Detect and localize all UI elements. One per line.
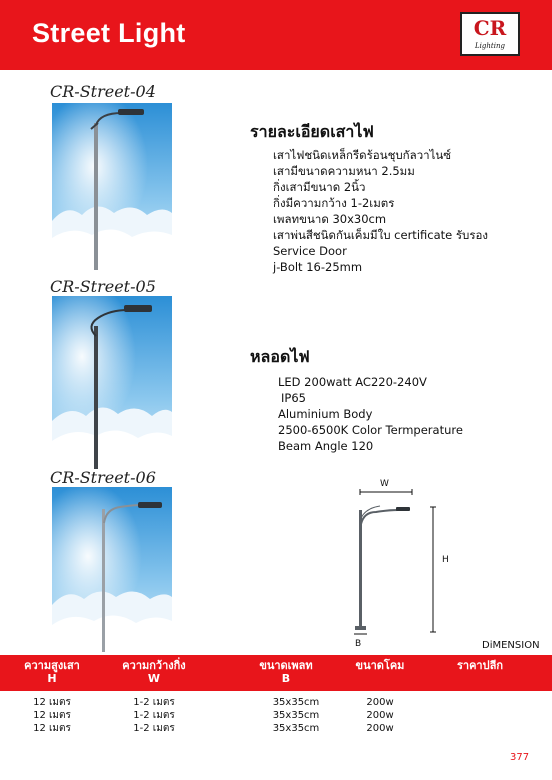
table-cell: 35x35cm xyxy=(272,723,320,734)
pole-detail-item: เพลทขนาด 30x30cm xyxy=(273,212,387,226)
lamp-detail-item: Aluminium Body xyxy=(278,407,373,421)
product-photo-04 xyxy=(52,103,172,270)
table-cell: 200w xyxy=(366,697,394,708)
pole-details-list xyxy=(273,147,488,275)
pole-detail-item: j-Bolt 16-25mm xyxy=(273,260,363,274)
table-body xyxy=(0,696,552,735)
lamp-detail-item: 2500-6500K Color Termperature xyxy=(278,423,463,437)
product-photo-05 xyxy=(52,296,172,469)
model-label-05: CR-Street-05 xyxy=(50,277,156,296)
pole-detail-item: เสาพ่นสีชนิดกันเค็มมีใบ certificate รับรอง xyxy=(273,228,489,242)
page-number: 377 xyxy=(510,752,530,763)
lamp-details-list xyxy=(278,374,463,454)
table-header xyxy=(0,655,552,691)
lamp-detail-item: Beam Angle 120 xyxy=(278,439,374,453)
pole-detail-item: เสามีขนาดความหนา 2.5มม xyxy=(273,164,415,178)
header-bar xyxy=(0,0,552,70)
lamp-details-heading: หลอดไฟ xyxy=(250,347,310,366)
pole-detail-item: Service Door xyxy=(273,244,347,258)
diagram-h-label: H xyxy=(442,555,449,565)
table-header-cell: ความกว้างกิ่ง W xyxy=(122,659,186,685)
diagram-w-label: W xyxy=(380,479,389,489)
table-cell: 35x35cm xyxy=(272,710,320,721)
table-cell: 1-2 เมตร xyxy=(133,697,175,708)
logo-subtitle: Lighting xyxy=(475,42,505,50)
table-header-cell: ขนาดเพลท B xyxy=(259,659,313,685)
table-cell: 1-2 เมตร xyxy=(133,710,175,721)
table-cell: 200w xyxy=(366,723,394,734)
model-label-06: CR-Street-06 xyxy=(50,468,156,487)
pole-detail-item: กิ่งมีความกว้าง 1-2เมตร xyxy=(273,196,395,210)
table-row xyxy=(0,709,552,722)
diagram-b-label: B xyxy=(355,639,362,649)
pole-detail-item: เสาไฟชนิดเหล็กรีดร้อนชุบกัลวาไนซ์ xyxy=(273,148,452,162)
pole-details-heading: รายละเอียดเสาไฟ xyxy=(250,122,374,141)
lamp-detail-item: LED 200watt AC220-240V xyxy=(278,375,427,389)
table-header-cell: ราคาปลีก xyxy=(456,659,503,672)
table-cell: 12 เมตร xyxy=(33,723,71,734)
table-header-cell: ขนาดโคม xyxy=(355,659,405,672)
product-photo-06 xyxy=(52,487,172,652)
logo-letters: CR xyxy=(473,16,507,40)
page-title: Street Light xyxy=(32,18,186,48)
lamp-detail-item: IP65 xyxy=(281,391,306,405)
table-cell: 35x35cm xyxy=(272,697,320,708)
table-cell: 12 เมตร xyxy=(33,697,71,708)
pole-detail-item: กิ่งเสามีขนาด 2นิ้ว xyxy=(273,180,366,194)
table-cell: 12 เมตร xyxy=(33,710,71,721)
table-header-cell: ความสูงเสา H xyxy=(24,659,80,685)
table-row xyxy=(0,722,552,735)
dimension-diagram xyxy=(340,472,540,652)
table-cell: 200w xyxy=(366,710,394,721)
brand-logo xyxy=(460,12,520,56)
dimension-caption: DiMENSION xyxy=(482,640,540,651)
table-row xyxy=(0,696,552,709)
table-cell: 1-2 เมตร xyxy=(133,723,175,734)
model-label-04: CR-Street-04 xyxy=(50,82,156,101)
